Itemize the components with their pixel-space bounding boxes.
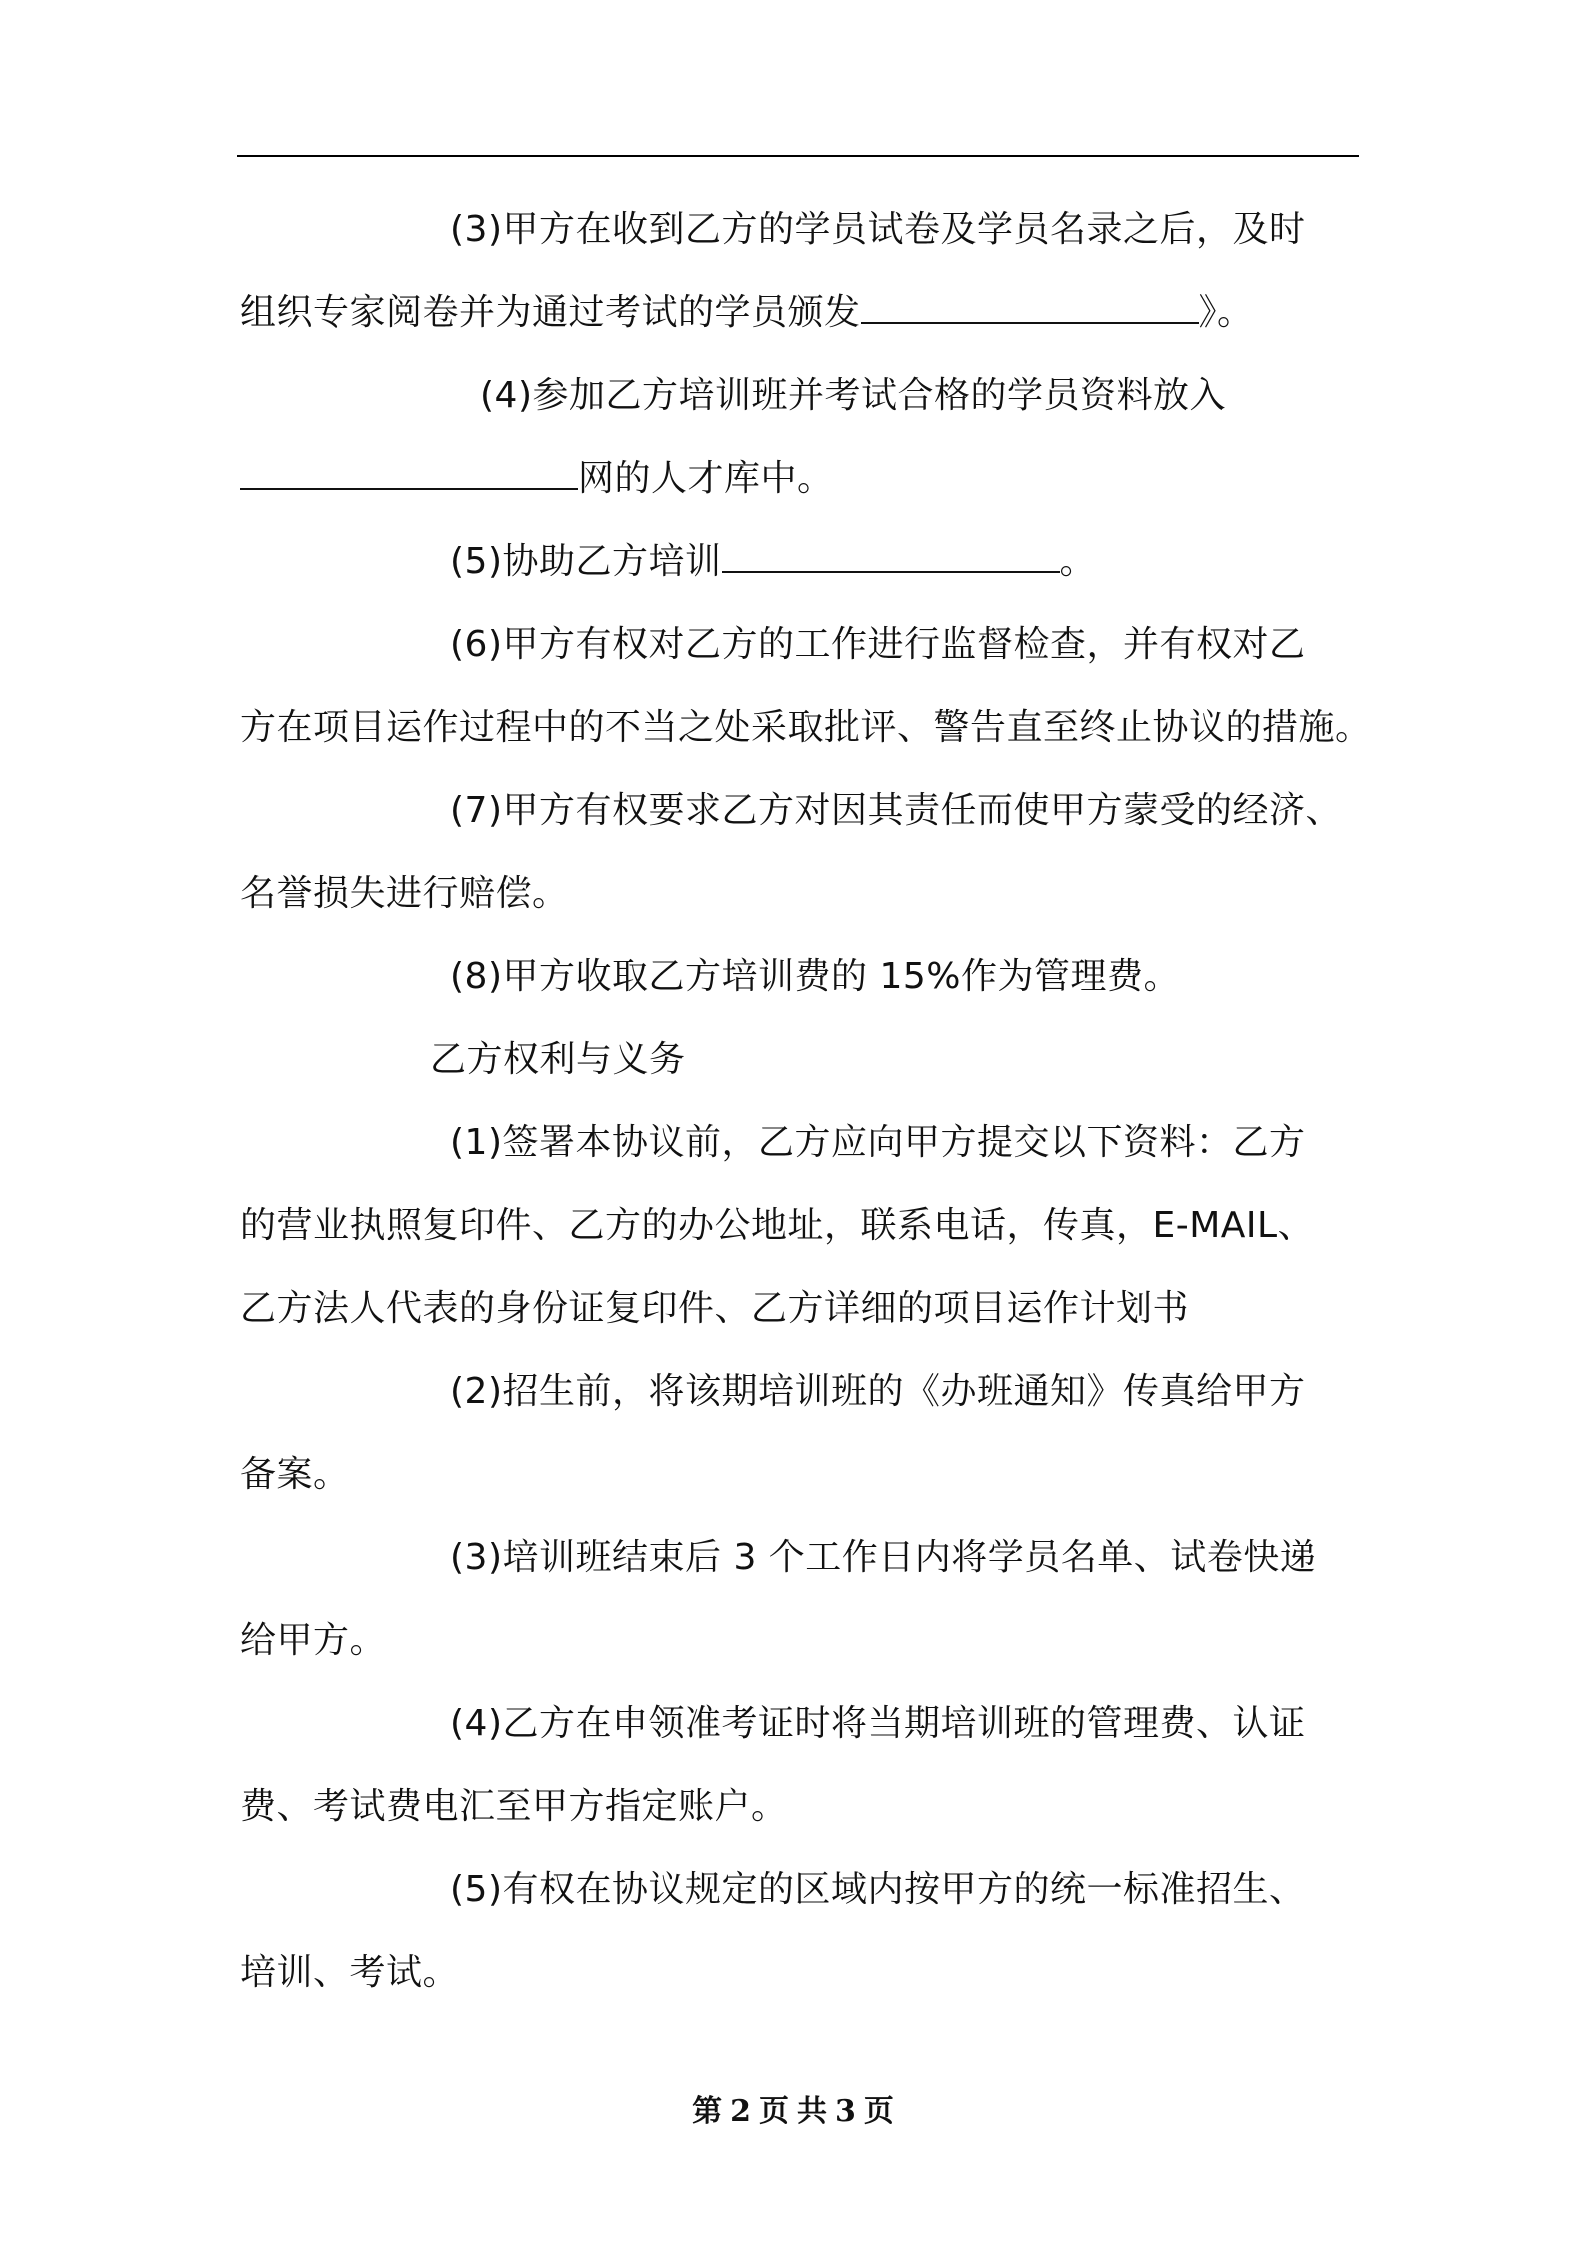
footer-label: 共 [797,2094,827,2129]
text-line: 给甲方。 [240,1620,387,1661]
text-line: 培训、考试。 [240,1952,460,1993]
fill-in-blank [722,535,1060,573]
text-line: 费、考试费电汇至甲方指定账户。 [240,1786,788,1827]
text-line: (2)招生前，将该期培训班的《办班通知》传真给甲方 [450,1371,1306,1412]
text-line: (8)甲方收取乙方培训费的 15%作为管理费。 [450,956,1180,997]
fill-in-blank [861,286,1199,324]
text-line [240,449,1360,509]
text-segment: (5)协助乙方培训 [450,541,722,582]
text-line: (5)有权在协议规定的区域内按甲方的统一标准招生、 [450,1869,1306,1910]
text-segment: 》。 [1198,292,1254,333]
text-line: 备案。 [240,1454,350,1495]
footer-label: 页 [863,2094,894,2129]
total-page-number: 3 [835,2094,856,2129]
text-line: 乙方法人代表的身份证复印件、乙方详细的项目运作计划书 [240,1288,1190,1329]
text-line: 的营业执照复印件、乙方的办公地址，联系电话，传真，E-MAIL、 [240,1205,1315,1246]
footer-label: 第 [692,2094,723,2129]
current-page-number: 2 [730,2094,751,2129]
text-line: (7)甲方有权要求乙方对因其责任而使甲方蒙受的经济、 [450,790,1342,831]
text-line [240,283,1360,343]
text-line: (6)甲方有权对乙方的工作进行监督检查，并有权对乙 [450,624,1306,665]
header-rule [237,155,1359,157]
text-segment: 组织专家阅卷并为通过考试的学员颁发 [240,292,861,333]
footer-label: 页 [759,2094,789,2129]
text-line: (3)培训班结束后 3 个工作日内将学员名单、试卷快递 [450,1537,1317,1578]
text-line: (1)签署本协议前，乙方应向甲方提交以下资料：乙方 [450,1122,1306,1163]
text-line: 方在项目运作过程中的不当之处采取批评、警告直至终止协议的措施。 [240,707,1372,748]
text-segment: 网的人才库中。 [578,458,834,499]
text-line: (4)乙方在申领准考证时将当期培训班的管理费、认证 [450,1703,1306,1744]
text-line: 名誉损失进行赔偿。 [240,873,569,914]
section-heading: 乙方权利与义务 [430,1039,686,1080]
fill-in-blank [240,452,578,490]
text-line [450,532,1360,592]
page-number-footer [0,2090,1586,2134]
text-segment: 。 [1059,541,1097,582]
text-line: (3)甲方在收到乙方的学员试卷及学员名录之后，及时 [450,209,1306,250]
text-line: (4)参加乙方培训班并考试合格的学员资料放入 [480,375,1226,416]
